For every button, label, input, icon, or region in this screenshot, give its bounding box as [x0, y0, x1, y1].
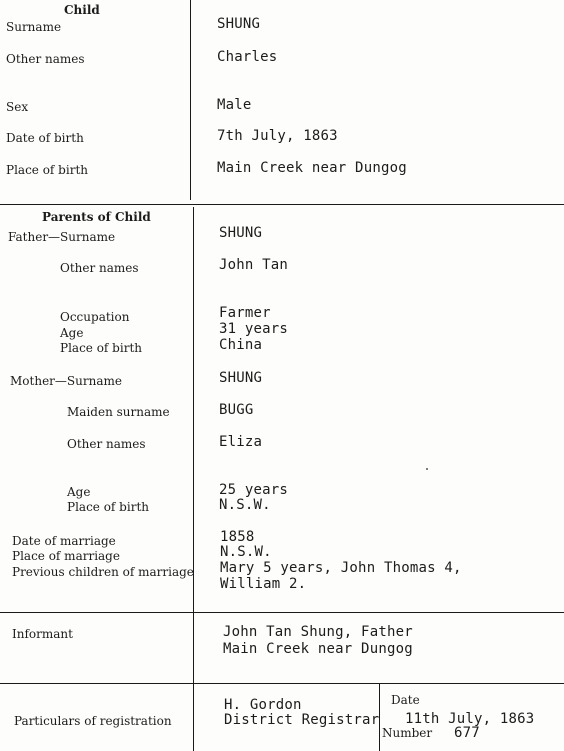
surname-value: SHUNG — [217, 16, 261, 32]
parents-heading: Parents of Child — [42, 210, 151, 224]
mother-maiden-value: BUGG — [219, 402, 254, 418]
informant-value-line2: Main Creek near Dungog — [223, 641, 413, 657]
surname-label: Surname — [6, 20, 62, 34]
child-heading: Child — [64, 3, 100, 17]
marriage-date-label: Date of marriage — [12, 534, 116, 548]
mother-surname-label: Mother—Surname — [10, 374, 122, 388]
other-names-value: Charles — [217, 49, 278, 65]
registration-number-label: Number — [382, 726, 433, 740]
registrar-title: District Registrar — [224, 712, 380, 728]
dob-value: 7th July, 1863 — [217, 128, 338, 144]
mother-age-value: 25 years — [219, 482, 289, 498]
registration-date-label: Date — [391, 693, 420, 707]
section-divider — [0, 612, 564, 613]
sex-label: Sex — [6, 100, 29, 114]
mother-pob-label: Place of birth — [67, 500, 149, 514]
prev-children-value-line2: William 2. — [220, 576, 307, 592]
father-pob-label: Place of birth — [60, 341, 142, 355]
prev-children-value-line1: Mary 5 years, John Thomas 4, — [220, 560, 462, 576]
marriage-place-value: N.S.W. — [220, 544, 272, 560]
registration-number-value: 677 — [454, 725, 480, 741]
column-divider — [193, 207, 194, 751]
father-surname-value: SHUNG — [219, 225, 263, 241]
father-age-label: Age — [60, 326, 84, 340]
column-divider — [190, 0, 191, 200]
sex-value: Male — [217, 97, 252, 113]
father-pob-value: China — [219, 337, 263, 353]
prev-children-label: Previous children of marriage — [12, 565, 194, 579]
father-surname-label: Father—Surname — [8, 230, 116, 244]
father-occupation-label: Occupation — [60, 310, 130, 324]
marriage-place-label: Place of marriage — [12, 549, 120, 563]
mother-pob-value: N.S.W. — [219, 497, 271, 513]
mother-maiden-label: Maiden surname — [67, 405, 170, 419]
dob-label: Date of birth — [6, 131, 84, 145]
mother-other-names-value: Eliza — [219, 434, 263, 450]
informant-value-line1: John Tan Shung, Father — [223, 624, 413, 640]
section-divider — [0, 683, 564, 684]
registration-date-value: 11th July, 1863 — [405, 711, 535, 727]
other-names-label: Other names — [6, 52, 85, 66]
father-occupation-value: Farmer — [219, 305, 271, 321]
scan-speck — [426, 468, 428, 470]
pob-value: Main Creek near Dungog — [217, 160, 407, 176]
mother-surname-value: SHUNG — [219, 370, 263, 386]
mother-other-names-label: Other names — [67, 437, 146, 451]
registration-label: Particulars of registration — [14, 714, 172, 728]
father-age-value: 31 years — [219, 321, 289, 337]
father-other-names-value: John Tan — [219, 257, 289, 273]
informant-label: Informant — [12, 627, 73, 641]
father-other-names-label: Other names — [60, 261, 139, 275]
pob-label: Place of birth — [6, 163, 88, 177]
registrar-name: H. Gordon — [224, 697, 302, 713]
marriage-date-value: 1858 — [220, 529, 255, 545]
section-divider — [0, 204, 564, 205]
mother-age-label: Age — [67, 485, 91, 499]
